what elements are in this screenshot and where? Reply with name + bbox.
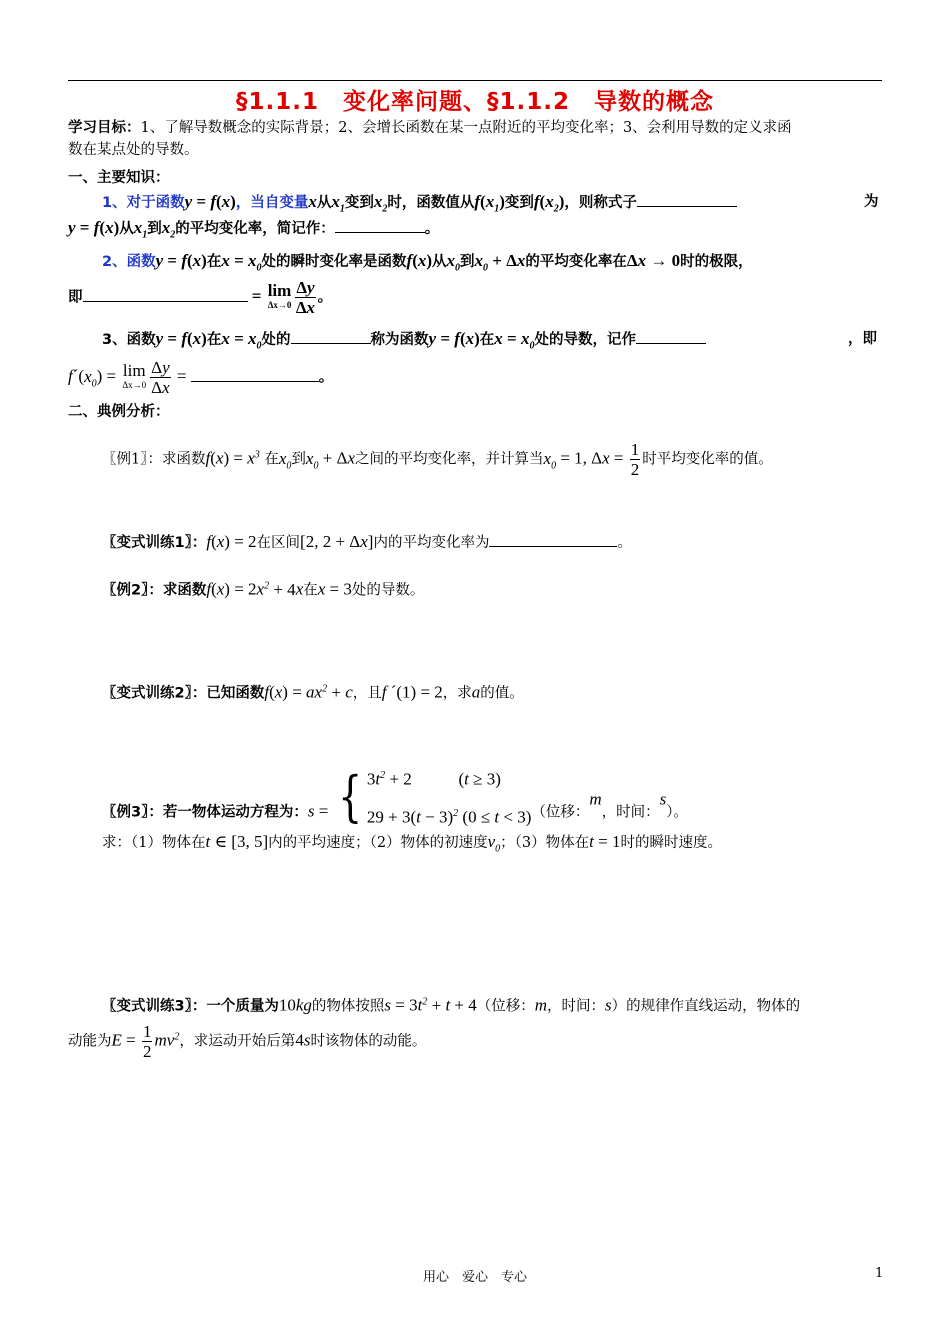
- page-number: 1: [875, 1266, 884, 1281]
- knowledge-1-line-1: 1、对于函数y = f(x)，当自变量x从$x_1$变到$x_2$时，函数值从$f(x_1)$变到$f(x_2)$，则称式子: [102, 192, 737, 219]
- blank-2: [335, 218, 425, 233]
- blank-1: [637, 192, 737, 207]
- variant-3-line-1: 〖变式训练3〗：一个质量为10kg的物体按照$s = 3t^2 + t + 4$（位移：m，时间：s）的规律作直线运动，物体的: [102, 995, 801, 1015]
- goal-line-1: [68, 118, 792, 138]
- page-title: §1.1.1 变化率问题、§1.1.2 导数的概念: [236, 89, 714, 115]
- blank-7: [489, 532, 617, 547]
- footer-text: 用心 爱心 专心: [422, 1270, 527, 1285]
- blank-6: [191, 367, 319, 382]
- variant-1: 〖变式训练1〗：f(x) = 2在区间[2, 2 + Δx]内的平均变化率为 。: [102, 532, 632, 551]
- variant-3-line-2: 动能为E = $\frac{1}{2}$ $mv^2$，求运动开始后第4s时该物体的动能。: [68, 1022, 427, 1061]
- knowledge-2-line-2: 即 = lim Δx→0 $\frac{\Delta y}{\Delta x}$ 。: [68, 278, 333, 317]
- knowledge-3-line-2: $f´(x_0) = \lim$ Δx→0 $\frac{\Delta y}{\Delta x}$ = 。: [68, 358, 334, 397]
- knowledge-3-ji: ，即: [848, 331, 877, 347]
- variant-2: 〖变式训练2〗：已知函数$f(x) = ax^2 + c$，且f ´(1) = 2，求a的值。: [102, 682, 524, 702]
- header-rule: [68, 80, 882, 81]
- goal-line-2: [68, 140, 199, 160]
- example-3-questions: 求：（1）物体在t ∈ [3, 5]内的平均速度；（2）物体的初速度$v_0$；（3）物体在t = 1时的瞬时速度。: [102, 832, 722, 855]
- knowledge-1-line-2: y = f(x)从$x_1$到$x_2$的平均变化率，简记作： 。: [68, 218, 440, 241]
- knowledge-1-wei: 为: [864, 194, 879, 210]
- goal-label: 学习目标：: [68, 120, 141, 136]
- blank-4: [291, 329, 371, 344]
- goal-text-2: 数在某点处的导数。: [68, 142, 199, 158]
- example-1: 〖例1〗：求函数$f(x) = x^3$ 在$x_0$到$x_0 + \Delta x$之间的平均变化率，并计算当$x_0 = 1$, Δx = $\frac{1}{2}$ 时平均变化率的值。: [102, 440, 773, 479]
- example-2: 〖例2〗：求函数$f(x) = 2x^2 + 4x$在x = 3处的导数。: [102, 579, 425, 599]
- section2-heading: 二、典例分析：: [68, 404, 170, 420]
- knowledge-2-line-1: 2、函数y = f(x)在$x = x_0$处的瞬时变化率是函数f(x)从$x_0$到$x_0 + \Delta x$的平均变化率在Δx → 0时的极限，: [102, 251, 753, 274]
- knowledge-3-line-1: 3、函数y = f(x)在$x = x_0$处的 称为函数y = f(x)在$x = x_0$处的导数，记作: [102, 329, 706, 356]
- goal-text-1: 1、了解导数概念的实际背景；2、会增长函数在某一点附近的平均变化率；3、会利用导数的定义求函: [140, 120, 792, 136]
- blank-5: [636, 329, 706, 344]
- blank-3: [83, 287, 248, 302]
- section1-heading: 一、主要知识：: [68, 170, 170, 186]
- example-3: 〖例3〗：若一物体运动方程为：s = { $3t^2 + 2$ (t ≥ 3) $29 + 3(t - 3)^2$ (0 ≤ t < 3) （位移：m，时间：s）。: [102, 764, 689, 828]
